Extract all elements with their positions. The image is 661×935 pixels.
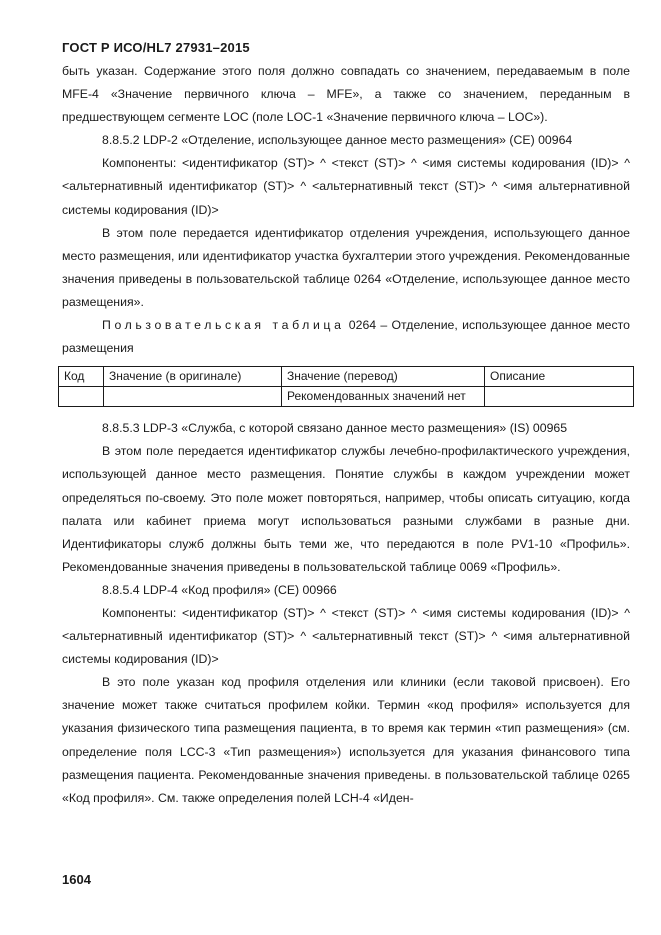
table-cell-code [59,387,104,407]
column-header-translation: Значение (перевод) [282,367,485,387]
column-header-code: Код [59,367,104,387]
section-heading-ldp-4: 8.8.5.4 LDP-4 «Код профиля» (CE) 00966 [102,582,337,597]
column-header-description: Описание [485,367,634,387]
page-number: 1604 [62,872,91,887]
paragraph: быть указан. Содержание этого поля должно совпадать со значением, передаваемым в поле MFE-4 «Значение первичного ключа – MFE», а также со значением, переданным в предшествующем сегменте LOC (поле LOC-1 «Значение первичного ключа – LOC»). [62,64,630,125]
table-header-row [59,367,634,387]
table-caption-text: 0264 – Отделение, использующее данное место размещения [62,318,630,356]
user-table-0264 [58,366,634,407]
table-caption-label: Пользовательская таблица [102,318,345,333]
table-cell-description [485,387,634,407]
column-header-original: Значение (в оригинале) [104,367,282,387]
paragraph-components: Компоненты: <идентификатор (ST)> ^ <текст (ST)> ^ <имя системы кодирования (ID)> ^ <альтернативный идентификатор (ST)> ^ <альтернативный текст (ST)> ^ <имя альтернативной системы кодирования (ID)> [62,605,630,667]
document-body [62,60,630,810]
section-heading-ldp-2: 8.8.5.2 LDP-2 «Отделение, использующее данное место размещения» (CE) 00964 [102,133,573,148]
table-cell-original [104,387,282,407]
section-heading-ldp-3: 8.8.5.3 LDP-3 «Служба, с которой связано данное место размещения» (IS) 00965 [102,421,568,436]
table-row [59,387,634,407]
paragraph: В этом поле передается идентификатор отделения учреждения, использующего данное место размещения, или идентификатор участка бухгалтерии этого учреждения. Рекомендованные значения приведены в пользовательской таблице 0264 «Отделение, использующее данное место размещения». [62,225,630,309]
table-caption [62,314,630,360]
paragraph-components: Компоненты: <идентификатор (ST)> ^ <текст (ST)> ^ <имя системы кодирования (ID)> ^ <альтернативный идентификатор (ST)> ^ <альтернативный текст (ST)> ^ <имя альтернативной системы кодирования (ID)> [62,156,630,217]
table-cell-translation: Рекомендованных значений нет [282,387,485,407]
paragraph: В это поле указан код профиля отделения или клиники (если таковой присвоен). Его значение может также считаться профилем койки. Термин «код профиля» используется для указания физического типа размещения пациента, в то время как термин «тип размещения» (см. определение поля LCC-3 «Тип размещения») используется для указания финансового типа размещения пациента. Рекомендованные значения приведены. в пользовательской таблице 0265 «Код профиля». См. также определения полей LCH-4 «Иден- [62,675,630,805]
paragraph: В этом поле передается идентификатор службы лечебно-профилактического учреждения, использующей данное место размещения. Понятие службы в каждом учреждении может определяться по-своему. Это поле может повторяться, например, чтобы описать ситуацию, когда палата или кабинет приема могут использоваться разными службами в разные дни. Идентификаторы служб должны быть теми же, что передаются в поле PV1-10 «Профиль». Рекомендованные значения приведены в пользовательской таблице 0069 «Профиль». [62,444,630,574]
page-header: ГОСТ Р ИСО/HL7 27931–2015 [62,40,250,55]
